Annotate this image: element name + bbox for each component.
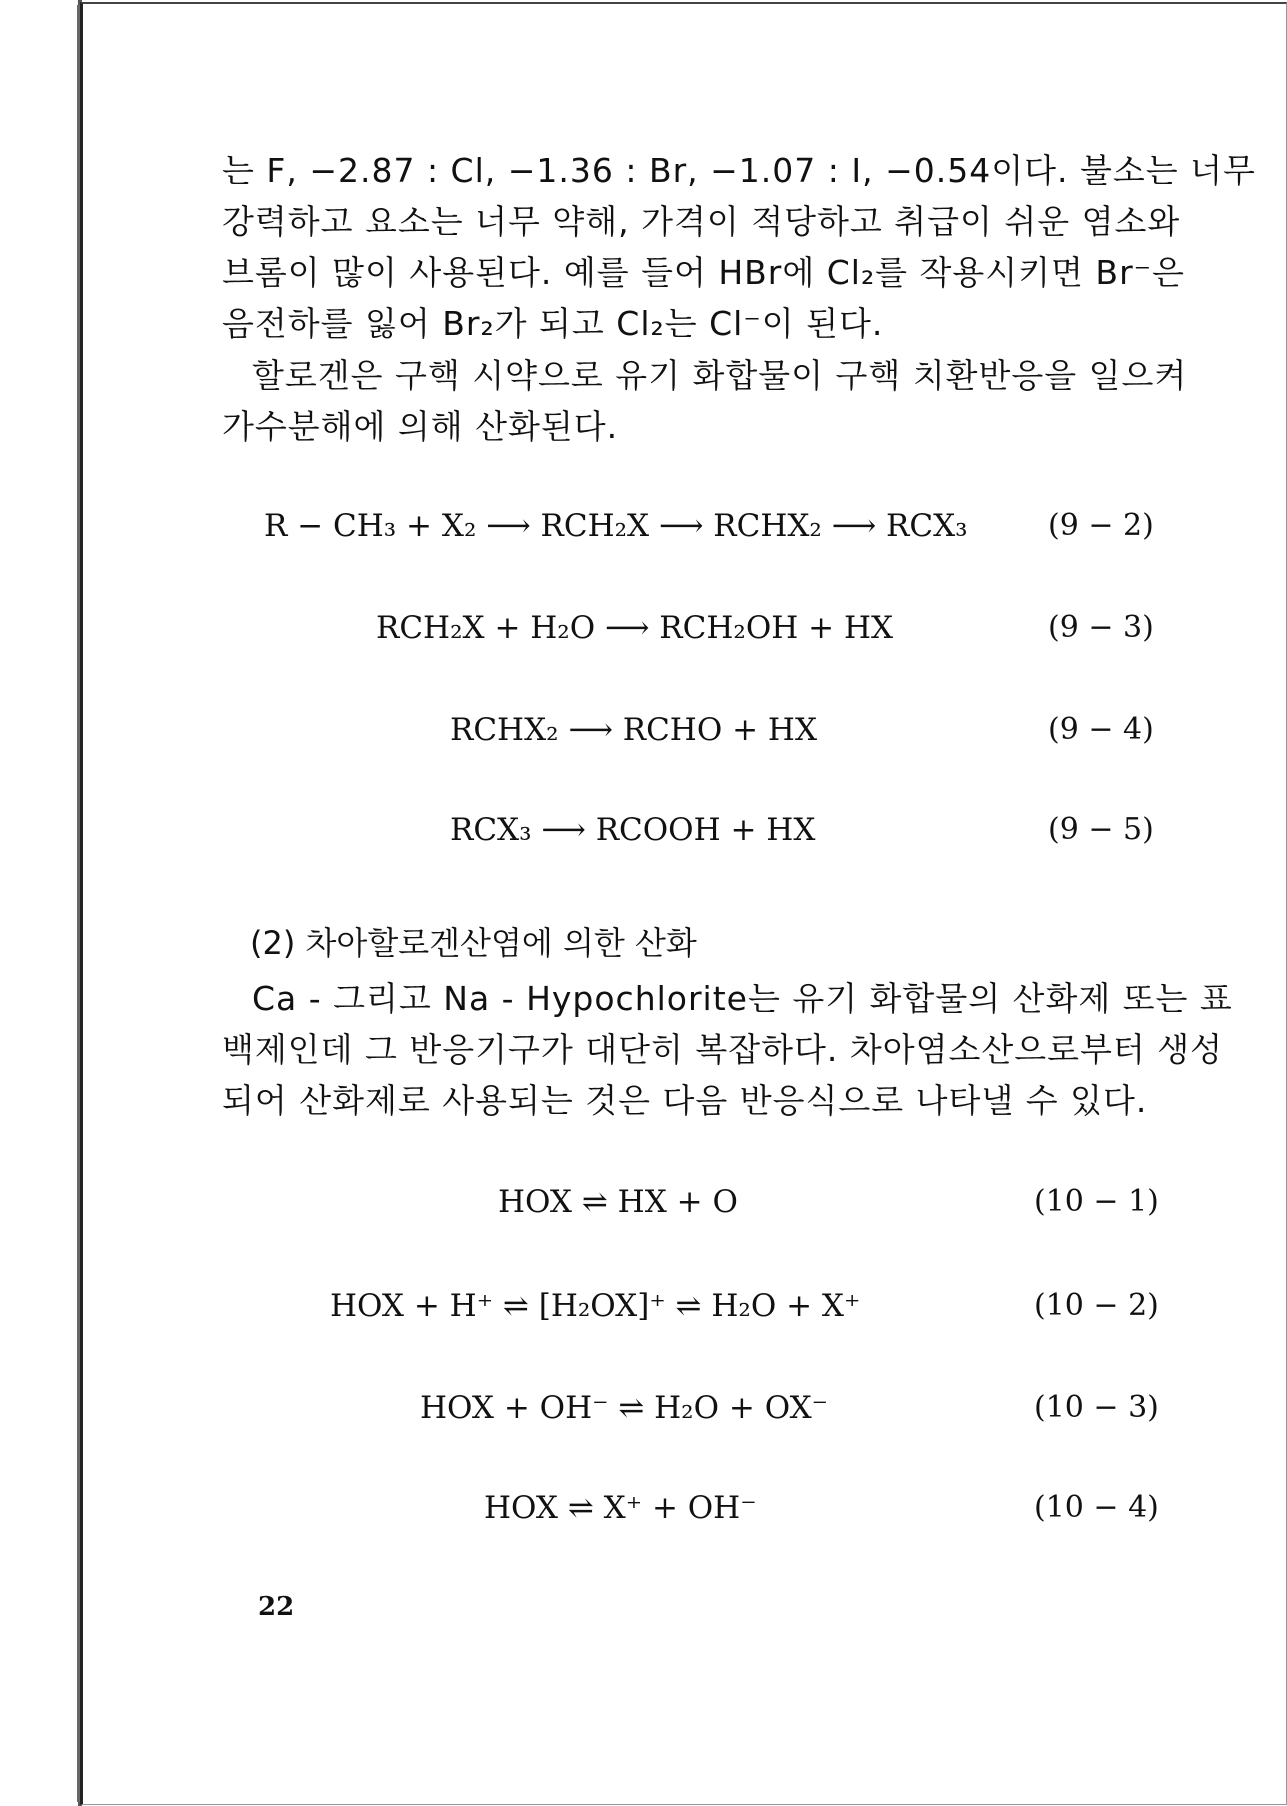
paragraph-2 bbox=[222, 350, 1188, 452]
text-line: 는 F, −2.87 : Cl, −1.36 : Br, −1.07 : I, −0.54이다. 불소는 너무 bbox=[222, 151, 1256, 190]
equation-10-2: HOX + H⁺ ⇌ [H₂OX]⁺ ⇌ H₂O + X⁺ bbox=[330, 1288, 861, 1324]
text-line: 할로겐은 구핵 시약으로 유기 화합물이 구핵 치환반응을 일으켜 bbox=[252, 356, 1188, 395]
text-line: 되어 산화제로 사용되는 것은 다음 반응식으로 나타낼 수 있다. bbox=[222, 1081, 1148, 1120]
equation-9-2: R − CH₃ + X₂ ⟶ RCH₂X ⟶ RCHX₂ ⟶ RCX₃ bbox=[264, 508, 968, 544]
text-line: Ca - 그리고 Na - Hypochlorite는 유기 화합물의 산화제 또는 표 bbox=[252, 979, 1233, 1018]
page-number: 22 bbox=[258, 1592, 295, 1622]
equation-9-3: RCH₂X + H₂O ⟶ RCH₂OH + HX bbox=[376, 610, 894, 646]
equation-9-5: RCX₃ ⟶ RCOOH + HX bbox=[450, 812, 816, 848]
equation-number: (9 − 4) bbox=[1048, 712, 1154, 747]
text-line: 강력하고 요소는 너무 약해, 가격이 적당하고 취급이 쉬운 염소와 bbox=[222, 202, 1181, 241]
equation-number: (10 − 4) bbox=[1034, 1490, 1159, 1525]
equation-number: (10 − 2) bbox=[1034, 1288, 1159, 1323]
equation-9-4: RCHX₂ ⟶ RCHO + HX bbox=[450, 712, 818, 748]
paragraph-1 bbox=[222, 145, 1256, 349]
text-line: 음전하를 잃어 Br₂가 되고 Cl₂는 Cl⁻이 된다. bbox=[222, 304, 884, 343]
paragraph-3 bbox=[222, 973, 1233, 1126]
equation-number: (10 − 3) bbox=[1034, 1390, 1159, 1425]
equation-number: (10 − 1) bbox=[1034, 1184, 1159, 1219]
section-heading: (2) 차아할로겐산염에 의한 산화 bbox=[250, 924, 697, 962]
equation-10-1: HOX ⇌ HX + O bbox=[498, 1184, 738, 1220]
equation-number: (9 − 2) bbox=[1048, 508, 1154, 543]
equation-number: (9 − 3) bbox=[1048, 610, 1154, 645]
text-line: 백제인데 그 반응기구가 대단히 복잡하다. 차아염소산으로부터 생성 bbox=[222, 1030, 1224, 1069]
equation-number: (9 − 5) bbox=[1048, 812, 1154, 847]
text-line: 브롬이 많이 사용된다. 예를 들어 HBr에 Cl₂를 작용시키면 Br⁻은 bbox=[222, 253, 1185, 292]
text-line: 가수분해에 의해 산화된다. bbox=[222, 407, 619, 446]
equation-10-3: HOX + OH⁻ ⇌ H₂O + OX⁻ bbox=[420, 1390, 829, 1426]
equation-10-4: HOX ⇌ X⁺ + OH⁻ bbox=[484, 1490, 757, 1526]
